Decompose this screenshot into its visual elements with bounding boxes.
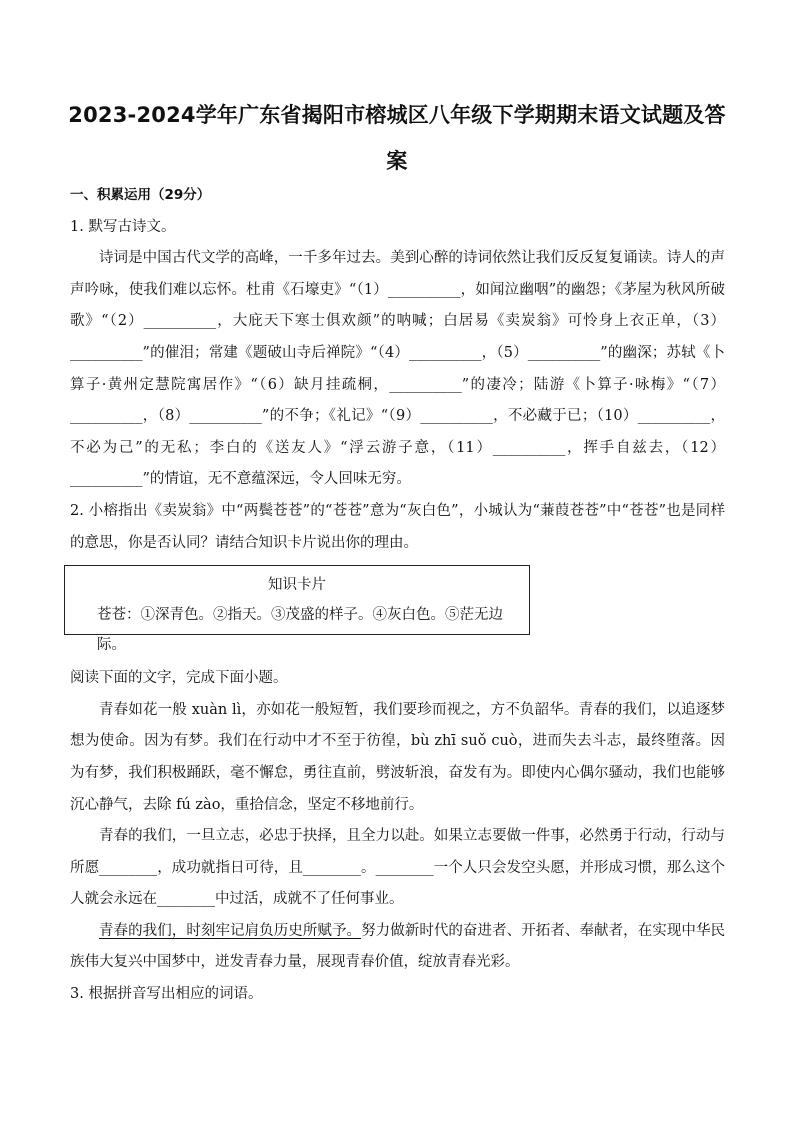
reading-paragraph-3 (70, 916, 725, 979)
title-line-1: 2023-2024学年广东省揭阳市榕城区八年级下学期期末语文试题及答 (68, 103, 726, 127)
underlined-sentence: 青春的我们，时刻牢记肩负历史所赋予。 (99, 922, 362, 939)
reading-paragraph-3-rest: 努力做新时代的奋进者、开拓者、奉献者，在实现中华民族伟大复兴中国梦中，迸发青春力量，展现青春价值，绽放青春光彩。 (70, 922, 726, 971)
reading-intro: 阅读下面的文字，完成下面小题。 (70, 670, 288, 687)
document-title (62, 92, 732, 184)
reading-paragraph-1: 青春如花一般 xuàn lì，亦如花一般短暂，我们要珍而视之，方不负韶华。青春的我们，以追逐梦想为使命。因为有梦。我们在行动中才不至于彷徨，bù zhī suǒ cuò，进而失去斗志，最终堕落。因为有梦，我们积极踊跃，毫不懈怠，勇往直前，劈波斩浪，奋发有为。即使内心偶尔骚动，我们也能够沉心静气，去除 fú zào，重拾信念，坚定不移地前行。 (70, 701, 725, 813)
question-3-text: 3. 根据拼音写出相应的词语。 (70, 986, 263, 1003)
question-1-label: 1. 默写古诗文。 (70, 218, 176, 235)
knowledge-card (64, 565, 530, 654)
knowledge-card-title: 知识卡片 (268, 577, 326, 594)
section-heading: 一、积累运用（29分） (70, 187, 211, 203)
question-2-text: 2. 小榕指出《卖炭翁》中“两鬓苍苍”的“苍苍”意为“灰白色”，小城认为“蒹葭苍苍”中“苍苍”也是同样的意思，你是否认同？请结合知识卡片说出你的理由。 (70, 502, 725, 551)
document-body (70, 180, 725, 1011)
spacer (70, 635, 725, 663)
knowledge-card-content: 苍苍：①深青色。②指天。③茂盛的样子。④灰白色。⑤茫无边际。 (97, 607, 503, 654)
question-1-paragraph: 诗词是中国古代文学的高峰，一千多年过去。美到心醉的诗词依然让我们反反复复诵读。诗人的声声吟咏，使我们难以忘怀。杜甫《石壕吏》“（1）__________，如闻泣幽咽”的幽怨；《茅屋为秋风所破歌》“（2）__________，大庇天下寒士俱欢颜”的呐喊；白居易《卖炭翁》可怜身上衣正单，（3）__________”的催泪；常建《题破山寺后禅院》“（4）__________，（5）__________”的幽深；苏轼《卜算子·黄州定慧院寓居作》“（6）缺月挂疏桐，__________”的凄冷；陆游《卜算子·咏梅》“（7）__________，（8）__________”的不争；《礼记》“（9）__________，不必藏于已；（10）__________，不必为己”的无私；李白的《送友人》“浮云游子意，（11）__________，挥手自兹去，（12）__________”的情谊，无不意蕴深远，令人回味无穷。 (70, 250, 725, 488)
reading-paragraph-2: 青春的我们，一旦立志，必忠于抉择，且全力以赴。如果立志要做一件事，必然勇于行动，行动与所愿________，成功就指日可待，且________。________一个人只会发空头愿，并形成习惯，那么这个人就会永远在________中过活，成就不了任何事业。 (70, 828, 725, 908)
title-line-2: 案 (386, 149, 408, 173)
